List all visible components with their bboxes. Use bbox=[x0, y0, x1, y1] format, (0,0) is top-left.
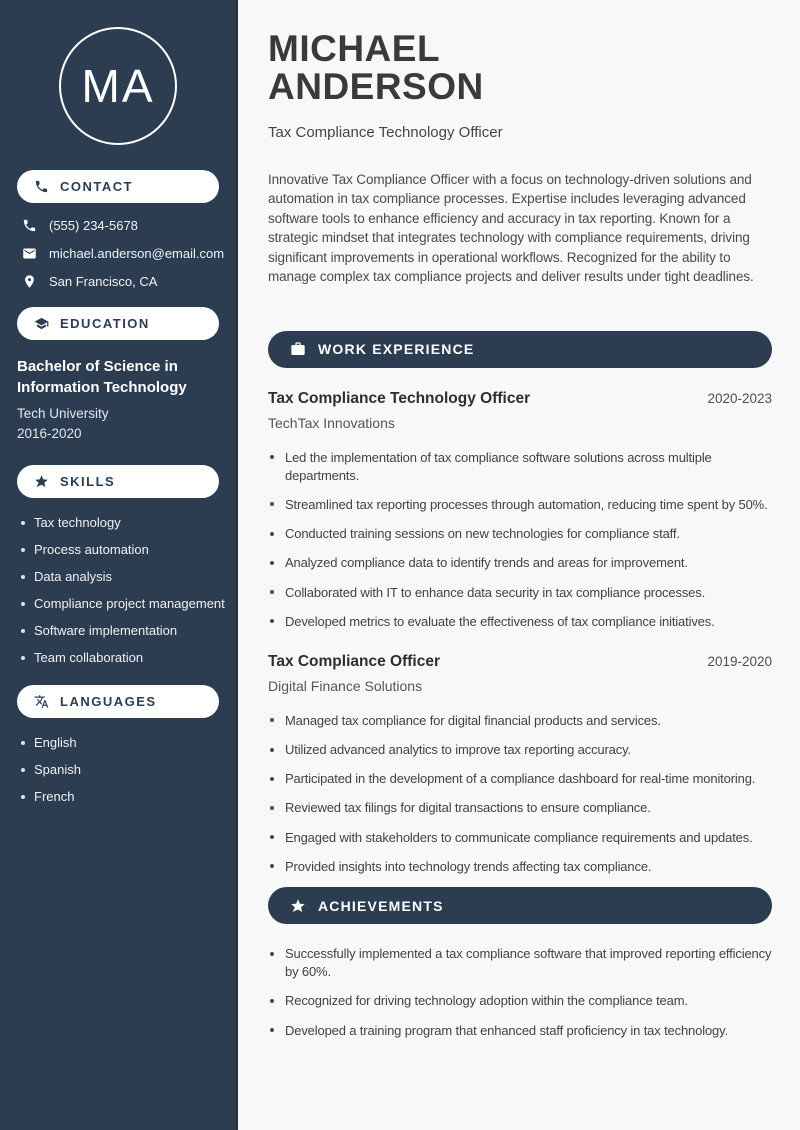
job-bullet: Conducted training sessions on new technologies for compliance staff. bbox=[268, 525, 772, 543]
job-entry bbox=[268, 653, 772, 876]
skill-item: Software implementation bbox=[21, 623, 236, 638]
sidebar bbox=[0, 0, 238, 1130]
language-item: French bbox=[21, 789, 236, 804]
education-years: 2016-2020 bbox=[17, 426, 82, 442]
translate-icon bbox=[34, 694, 49, 709]
page-title bbox=[268, 30, 772, 107]
avatar-initials: MA bbox=[81, 60, 155, 112]
skill-item: Compliance project management bbox=[21, 596, 236, 611]
contact-email-value: michael.anderson@email.com bbox=[49, 246, 225, 261]
languages-section-header bbox=[17, 685, 219, 718]
job-entry bbox=[268, 390, 772, 631]
job-bullet: Streamlined tax reporting processes through automation, reducing time spent by 50%. bbox=[268, 496, 772, 514]
education-school: Tech University bbox=[17, 406, 109, 422]
phone-icon bbox=[22, 218, 37, 233]
phone-icon bbox=[34, 179, 49, 194]
contact-item-location bbox=[22, 274, 236, 289]
job-title-subtitle: Tax Compliance Technology Officer bbox=[268, 123, 503, 141]
education-degree: Bachelor of Science in Information Technology bbox=[17, 358, 187, 396]
contact-section-title: CONTACT bbox=[60, 179, 134, 194]
job-title: Tax Compliance Officer bbox=[268, 652, 440, 670]
skill-item: Data analysis bbox=[21, 569, 236, 584]
job-bullet: Analyzed compliance data to identify trends and areas for improvement. bbox=[268, 554, 772, 572]
contact-section-header bbox=[17, 170, 219, 203]
skills-list bbox=[21, 515, 236, 665]
contact-phone-value: (555) 234-5678 bbox=[49, 218, 138, 233]
job-bullet: Reviewed tax filings for digital transactions to ensure compliance. bbox=[268, 799, 772, 817]
work-experience-section-header bbox=[268, 331, 772, 368]
job-company: Digital Finance Solutions bbox=[268, 677, 423, 694]
star-icon bbox=[290, 898, 306, 914]
location-icon bbox=[22, 274, 37, 289]
job-bullet: Developed metrics to evaluate the effectiveness of tax compliance initiatives. bbox=[268, 613, 772, 631]
achievement-bullet: Recognized for driving technology adoption within the compliance team. bbox=[268, 992, 772, 1010]
job-bullet: Provided insights into technology trends affecting tax compliance. bbox=[268, 858, 772, 876]
contact-location-value: San Francisco, CA bbox=[49, 274, 158, 289]
education-section-header bbox=[17, 307, 219, 340]
job-bullet: Engaged with stakeholders to communicate compliance requirements and updates. bbox=[268, 829, 772, 847]
achievement-bullet: Developed a training program that enhanced staff proficiency in tax technology. bbox=[268, 1022, 772, 1040]
skills-section-header bbox=[17, 465, 219, 498]
contact-list bbox=[22, 218, 236, 289]
skill-item: Team collaboration bbox=[21, 650, 236, 665]
job-bullet: Managed tax compliance for digital financial products and services. bbox=[268, 712, 772, 730]
mail-icon bbox=[22, 246, 37, 261]
avatar bbox=[59, 27, 177, 145]
skills-section-title: SKILLS bbox=[60, 474, 116, 490]
contact-item-phone bbox=[22, 218, 236, 233]
achievements-section-header bbox=[268, 887, 772, 924]
work-experience-section-title: WORK EXPERIENCE bbox=[318, 341, 475, 358]
name-last: ANDERSON bbox=[268, 66, 484, 108]
achievements-list bbox=[268, 945, 772, 1040]
language-item: English bbox=[21, 735, 236, 750]
languages-list bbox=[21, 735, 236, 804]
main-content bbox=[238, 0, 800, 1130]
job-header bbox=[268, 653, 772, 671]
name-first: MICHAEL bbox=[268, 28, 441, 69]
education-section-title: EDUCATION bbox=[60, 316, 150, 331]
job-header bbox=[268, 390, 772, 408]
job-bullet-list bbox=[268, 712, 772, 876]
job-bullet-list bbox=[268, 449, 772, 631]
achievements-section-title: ACHIEVEMENTS bbox=[318, 897, 444, 914]
job-bullet: Led the implementation of tax compliance software solutions across multiple departments. bbox=[268, 449, 772, 485]
star-icon bbox=[34, 474, 49, 489]
job-title: Tax Compliance Technology Officer bbox=[268, 389, 531, 407]
language-item: Spanish bbox=[21, 762, 236, 777]
summary-paragraph: Innovative Tax Compliance Officer with a focus on technology-driven solutions and automation in tax compliance processes. Expertise includes leveraging advanced software tools to enhance efficiency and accuracy in tax reporting. Known for a strategic mindset that integrates technology with compliance requirements, driving significant improvements in operational workflows. Recognized for the ability to manage complex tax compliance projects and deliver results under tight deadlines. bbox=[268, 171, 754, 285]
briefcase-icon bbox=[290, 341, 306, 357]
education-entry bbox=[17, 357, 219, 441]
skill-item: Tax technology bbox=[21, 515, 236, 530]
job-dates: 2020-2023 bbox=[707, 390, 772, 406]
contact-item-email bbox=[22, 246, 236, 261]
job-bullet: Participated in the development of a compliance dashboard for real-time monitoring. bbox=[268, 770, 772, 788]
skill-item: Process automation bbox=[21, 542, 236, 557]
graduation-cap-icon bbox=[34, 316, 49, 331]
languages-section-title: LANGUAGES bbox=[60, 694, 157, 710]
job-bullet: Utilized advanced analytics to improve tax reporting accuracy. bbox=[268, 741, 772, 759]
job-dates: 2019-2020 bbox=[707, 653, 772, 669]
job-company: TechTax Innovations bbox=[268, 414, 395, 431]
job-bullet: Collaborated with IT to enhance data security in tax compliance processes. bbox=[268, 584, 772, 602]
achievement-bullet: Successfully implemented a tax compliance software that improved reporting efficiency by 60%. bbox=[268, 945, 772, 981]
